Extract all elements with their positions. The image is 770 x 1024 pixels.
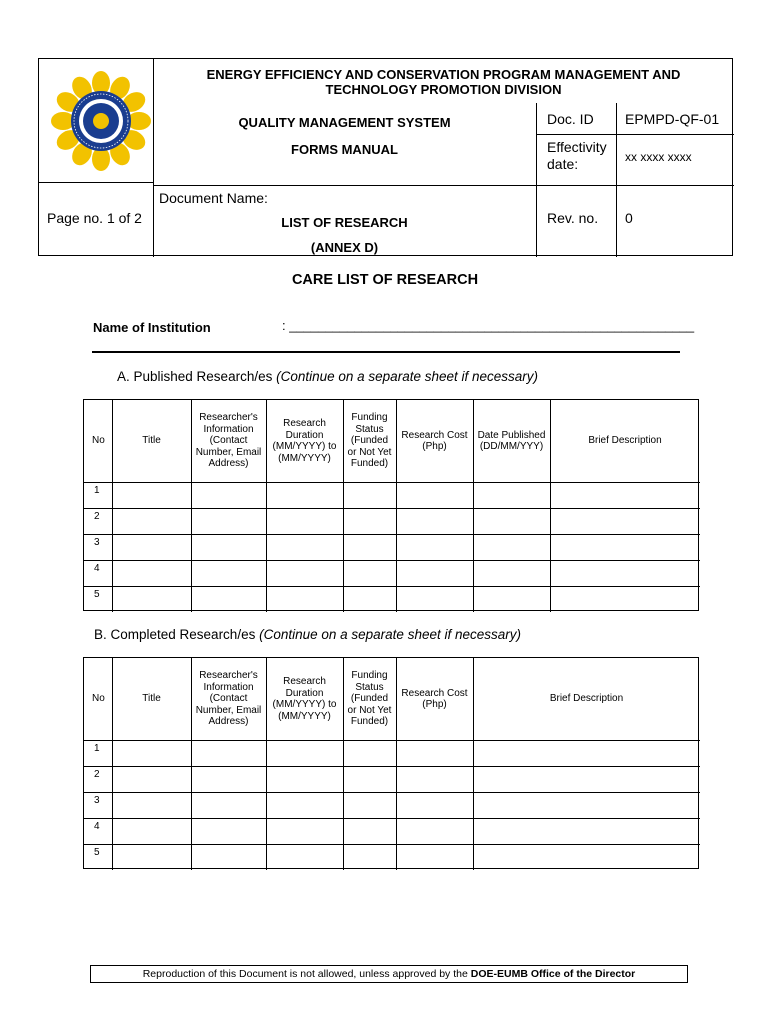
table-cell-input[interactable] [267,535,343,560]
row-number: 1 [94,743,100,755]
table-cell-input[interactable] [113,535,191,560]
doe-seal-icon [51,71,151,171]
table-cell-input[interactable] [344,483,396,508]
effectivity-label-date: date: [547,156,579,172]
table-cell-input[interactable] [474,509,550,534]
table-cell-input[interactable] [344,587,396,612]
system-name: QUALITY MANAGEMENT SYSTEM [238,115,451,130]
page-number: Page no. 1 of 2 [47,210,142,226]
table-cell-input[interactable] [397,741,473,766]
table-cell-input[interactable] [192,561,266,586]
table-cell-input[interactable] [192,509,266,534]
published-research-table [83,399,699,611]
table-cell-input[interactable] [551,509,700,534]
document-name-label: Document Name: [159,190,268,206]
table-cell-input[interactable] [397,793,473,818]
column-header: No [92,435,105,447]
table-cell-input[interactable] [474,535,550,560]
table-cell-input[interactable] [267,819,343,844]
column-header: Researcher's Information (Contact Number, Email Address) [195,670,262,728]
table-cell-input[interactable] [474,819,700,844]
table-cell-input[interactable] [397,561,473,586]
table-cell-input[interactable] [113,741,191,766]
table-cell-input[interactable] [397,509,473,534]
column-header: Date Published (DD/MM/YYY) [477,429,546,452]
table-cell-input[interactable] [474,793,700,818]
footer-office: DOE-EUMB Office of the Director [470,968,636,980]
table-cell-input[interactable] [551,483,700,508]
table-cell-input[interactable] [267,509,343,534]
column-header: Research Cost (Php) [401,429,468,452]
completed-research-table [83,657,699,869]
table-cell-input[interactable] [397,483,473,508]
row-number: 5 [94,847,100,859]
effectivity-value: xx xxxx xxxx [625,150,692,164]
table-cell-input[interactable] [113,845,191,870]
table-cell-input[interactable] [113,587,191,612]
rev-label: Rev. no. [547,210,599,226]
table-cell-input[interactable] [113,767,191,792]
table-cell-input[interactable] [397,587,473,612]
row-number: 1 [94,485,100,497]
table-cell-input[interactable] [344,741,396,766]
table-cell-input[interactable] [267,767,343,792]
table-cell-input[interactable] [397,535,473,560]
table-cell-input[interactable] [474,741,700,766]
document-name-value: LIST OF RESEARCH [281,215,408,230]
table-cell-input[interactable] [397,845,473,870]
table-cell-input[interactable] [344,561,396,586]
section-a-heading [117,369,538,384]
institution-label: Name of Institution [93,320,211,335]
table-cell-input[interactable] [192,483,266,508]
table-cell-input[interactable] [192,587,266,612]
table-cell-input[interactable] [474,561,550,586]
document-header-table [38,58,733,256]
table-cell-input[interactable] [474,767,700,792]
table-cell-input[interactable] [113,509,191,534]
form-title: CARE LIST OF RESEARCH [291,272,479,288]
table-cell-input[interactable] [474,845,700,870]
table-cell-input[interactable] [267,793,343,818]
table-cell-input[interactable] [267,587,343,612]
section-b-title: B. Completed Research/es [94,627,256,642]
divider [92,351,680,353]
table-cell-input[interactable] [344,767,396,792]
row-number: 4 [94,563,100,575]
effectivity-label: Effectivity [547,139,607,155]
annex-label: (ANNEX D) [310,240,379,255]
table-cell-input[interactable] [344,845,396,870]
row-number: 3 [94,537,100,549]
table-cell-input[interactable] [474,587,550,612]
column-header: Funding Status (Funded or Not Yet Funded) [347,670,392,728]
table-cell-input[interactable] [267,845,343,870]
row-number: 5 [94,589,100,601]
column-header: Title [142,693,161,705]
table-cell-input[interactable] [192,741,266,766]
table-cell-input[interactable] [192,767,266,792]
rev-value: 0 [625,210,633,226]
section-a-title: A. Published Research/es [117,369,273,384]
table-cell-input[interactable] [344,819,396,844]
column-header: Research Duration (MM/YYYY) to (MM/YYYY) [272,676,337,722]
column-header: Researcher's Information (Contact Number, Email Address) [195,412,262,470]
doc-id-value: EPMPD-QF-01 [625,111,720,127]
doc-id-label: Doc. ID [547,111,594,127]
section-b-heading [94,627,521,642]
division-title-line2: TECHNOLOGY PROMOTION DIVISION [325,82,562,97]
table-cell-input[interactable] [267,741,343,766]
institution-field[interactable]: : ________________________________________________________ [282,318,695,333]
footer-notice [90,965,688,983]
table-cell-input[interactable] [113,483,191,508]
column-header: No [92,693,105,705]
table-cell-input[interactable] [113,793,191,818]
section-a-note: (Continue on a separate sheet if necessary) [276,369,539,384]
table-cell-input[interactable] [192,793,266,818]
table-cell-input[interactable] [267,561,343,586]
table-cell-input[interactable] [551,535,700,560]
row-number: 4 [94,821,100,833]
column-header: Title [142,435,161,447]
column-header: Brief Description [588,435,662,447]
section-b-note: (Continue on a separate sheet if necessary) [259,627,521,642]
footer-text: Reproduction of this Document is not allowed, unless approved by the [142,968,471,980]
column-header: Research Duration (MM/YYYY) to (MM/YYYY) [272,418,337,464]
table-cell-input[interactable] [344,535,396,560]
row-number: 2 [94,511,100,523]
table-cell-input[interactable] [192,819,266,844]
table-cell-input[interactable] [551,587,700,612]
column-header: Research Cost (Php) [401,687,468,710]
table-cell-input[interactable] [551,561,700,586]
table-cell-input[interactable] [267,483,343,508]
table-cell-input[interactable] [192,535,266,560]
table-cell-input[interactable] [113,819,191,844]
table-cell-input[interactable] [344,793,396,818]
row-number: 3 [94,795,100,807]
column-header: Funding Status (Funded or Not Yet Funded) [347,412,392,470]
table-cell-input[interactable] [344,509,396,534]
column-header: Brief Description [549,693,624,705]
table-cell-input[interactable] [474,483,550,508]
table-cell-input[interactable] [397,767,473,792]
manual-name: FORMS MANUAL [291,142,398,157]
row-number: 2 [94,769,100,781]
table-cell-input[interactable] [113,561,191,586]
table-cell-input[interactable] [192,845,266,870]
table-cell-input[interactable] [397,819,473,844]
division-title-line1: ENERGY EFFICIENCY AND CONSERVATION PROGRAM MANAGEMENT AND [206,67,681,82]
